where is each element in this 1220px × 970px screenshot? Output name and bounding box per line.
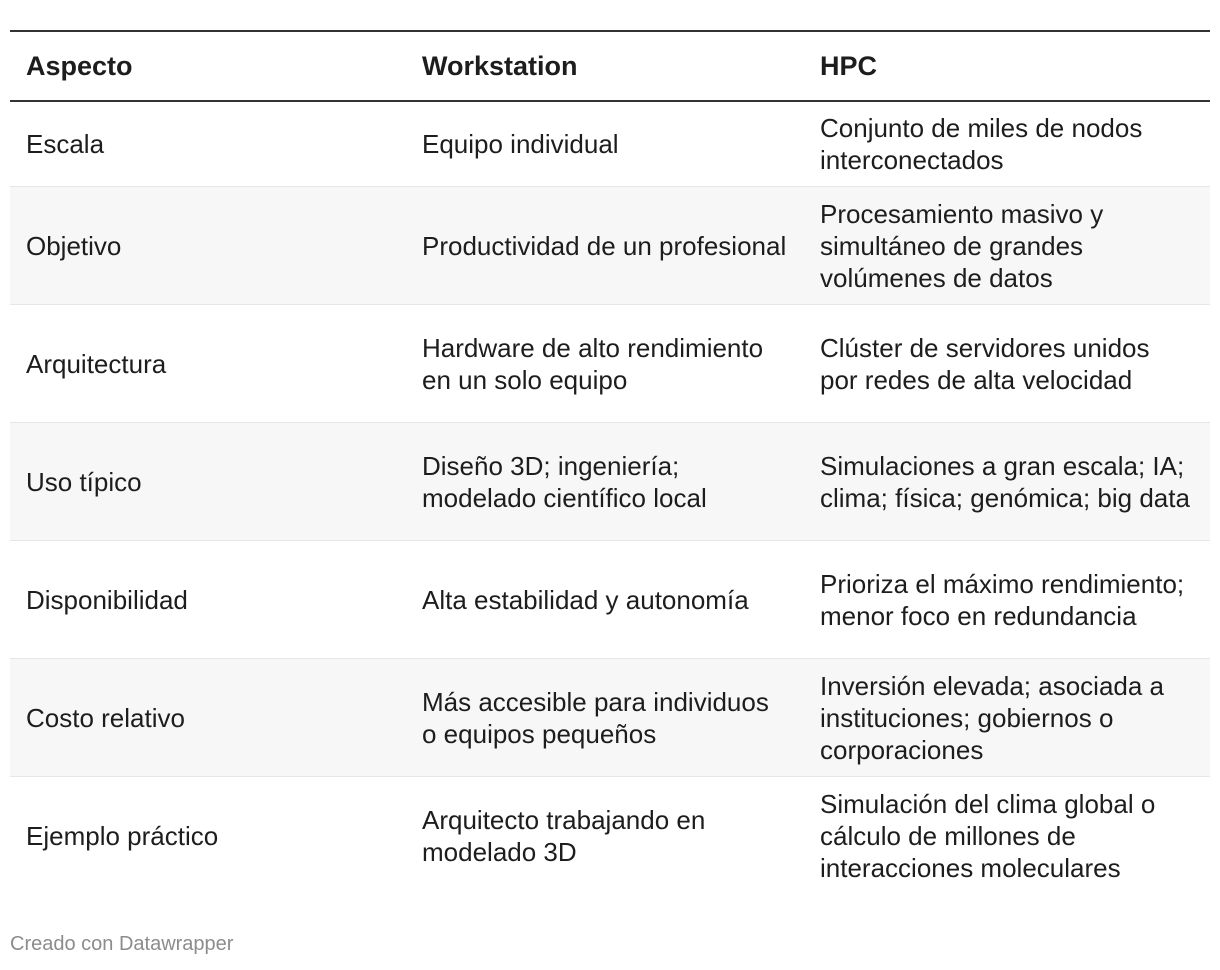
table-row xyxy=(10,659,1210,777)
cell-workstation: Alta estabilidad y autonomía xyxy=(406,541,804,659)
table-row xyxy=(10,541,1210,659)
cell-workstation: Hardware de alto rendimiento en un solo equipo xyxy=(406,305,804,423)
table-body xyxy=(10,101,1210,894)
cell-hpc: Prioriza el máximo rendimiento; menor foco en redundancia xyxy=(804,541,1210,659)
table-row xyxy=(10,187,1210,305)
cell-workstation: Arquitecto trabajando en modelado 3D xyxy=(422,804,706,867)
cell-workstation: Productividad de un profesional xyxy=(406,187,804,305)
header-hpc: HPC xyxy=(804,31,1210,101)
cell-aspecto: Costo relativo xyxy=(10,659,406,777)
cell-aspecto: Ejemplo práctico xyxy=(26,820,219,851)
table-row xyxy=(10,101,1210,187)
cell-hpc: Conjunto de miles de nodos interconectados xyxy=(804,101,1210,187)
cell-aspecto: Uso típico xyxy=(10,423,406,541)
table-header xyxy=(10,31,1210,101)
header-aspecto: Aspecto xyxy=(10,31,406,101)
table-row xyxy=(10,777,1210,895)
cell-aspecto: Arquitectura xyxy=(10,305,406,423)
cell-workstation: Diseño 3D; ingeniería; modelado científico local xyxy=(406,423,804,541)
cell-hpc: Simulación del clima global o cálculo de millones de interacciones moleculares xyxy=(820,788,1156,883)
header-row xyxy=(10,31,1210,101)
cell-aspecto: Objetivo xyxy=(10,187,406,305)
table-row xyxy=(10,305,1210,423)
cell-hpc: Simulaciones a gran escala; IA; clima; física; genómica; big data xyxy=(804,423,1210,541)
cell-hpc: Inversión elevada; asociada a instituciones; gobiernos o corporaciones xyxy=(804,659,1210,777)
cell-workstation: Equipo individual xyxy=(406,101,804,187)
comparison-table xyxy=(10,30,1210,894)
cell-hpc: Procesamiento masivo y simultáneo de grandes volúmenes de datos xyxy=(804,187,1210,305)
datawrapper-credit[interactable]: Creado con Datawrapper xyxy=(10,933,234,955)
cell-hpc: Clúster de servidores unidos por redes de alta velocidad xyxy=(804,305,1210,423)
table-row xyxy=(10,423,1210,541)
header-workstation: Workstation xyxy=(406,31,804,101)
comparison-table-container xyxy=(10,30,1210,894)
cell-workstation: Más accesible para individuos o equipos pequeños xyxy=(406,659,804,777)
cell-aspecto: Escala xyxy=(10,101,406,187)
cell-aspecto: Disponibilidad xyxy=(10,541,406,659)
